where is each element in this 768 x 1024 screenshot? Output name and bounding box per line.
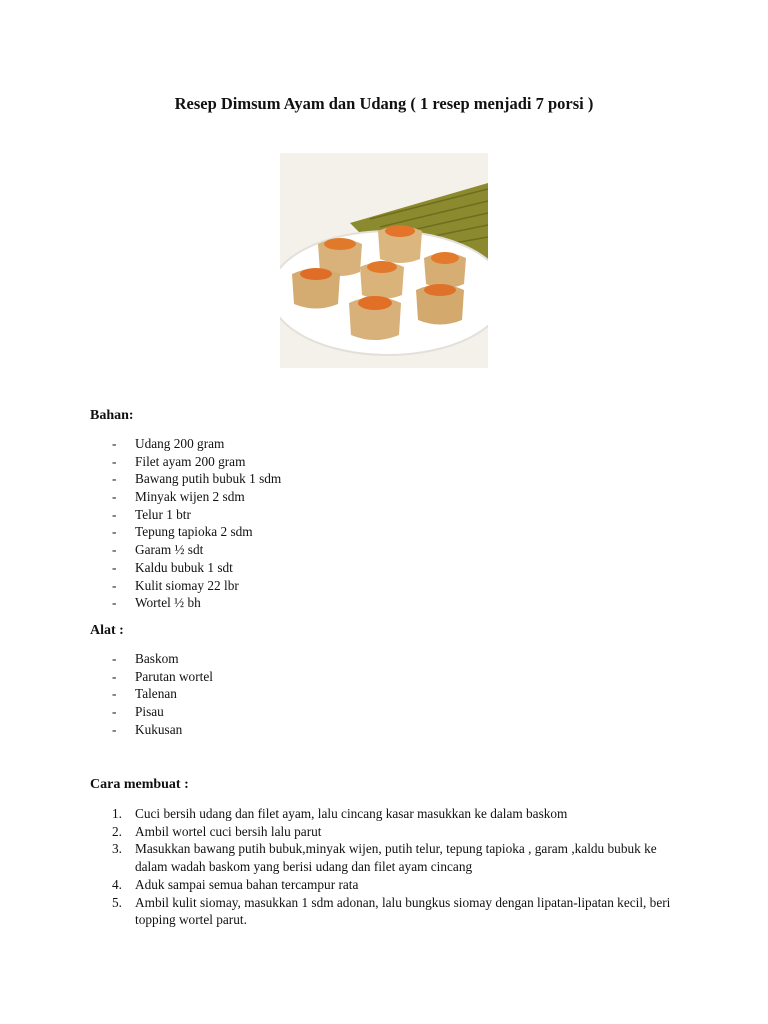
cara-steps [112,805,692,929]
list-item: - Telur 1 btr [112,506,191,522]
step-item: 4. Aduk sampai semua bahan tercampur rata [112,876,359,892]
list-item: - Minyak wijen 2 sdm [112,489,245,505]
step-item: 1. Cuci bersih udang dan filet ayam, lalu cincang kasar masukkan ke dalam baskom [112,806,568,821]
dimsum-photo [280,153,488,368]
bahan-list [112,435,281,612]
list-item: - Udang 200 gram [112,436,225,451]
list-item: - Tepung tapioka 2 sdm [112,524,253,540]
list-item: - Filet ayam 200 gram [112,453,246,469]
list-item: - Talenan [112,686,177,702]
list-item: - Garam ½ sdt [112,542,204,558]
alat-heading: Alat : [90,623,124,638]
list-item: - Kaldu bubuk 1 sdt [112,559,233,575]
step-item: 2. Ambil wortel cuci bersih lalu parut [112,823,322,839]
cara-heading: Cara membuat : [90,777,189,792]
list-item: - Kukusan [112,721,183,737]
list-item: - Bawang putih bubuk 1 sdm [112,471,282,487]
step-item: 5. Ambil kulit siomay, masukkan 1 sdm adonan, lalu bungkus siomay dengan lipatan-lipatan kecil, beri topping wortel parut. [112,894,671,928]
recipe-title: Resep Dimsum Ayam dan Udang ( 1 resep menjadi 7 porsi ) [174,94,594,113]
list-item: - Baskom [112,651,179,666]
bahan-heading: Bahan: [90,408,134,423]
list-item: - Wortel ½ bh [112,595,201,611]
alat-list [112,650,213,738]
step-item: 3. Masukkan bawang putih bubuk,minyak wijen, putih telur, tepung tapioka , garam ,kaldu bubuk ke dalam wadah baskom yang berisi udang dan filet ayam cincang [112,841,657,875]
list-item: - Parutan wortel [112,668,213,684]
list-item: - Pisau [112,704,164,720]
list-item: - Kulit siomay 22 lbr [112,577,239,593]
